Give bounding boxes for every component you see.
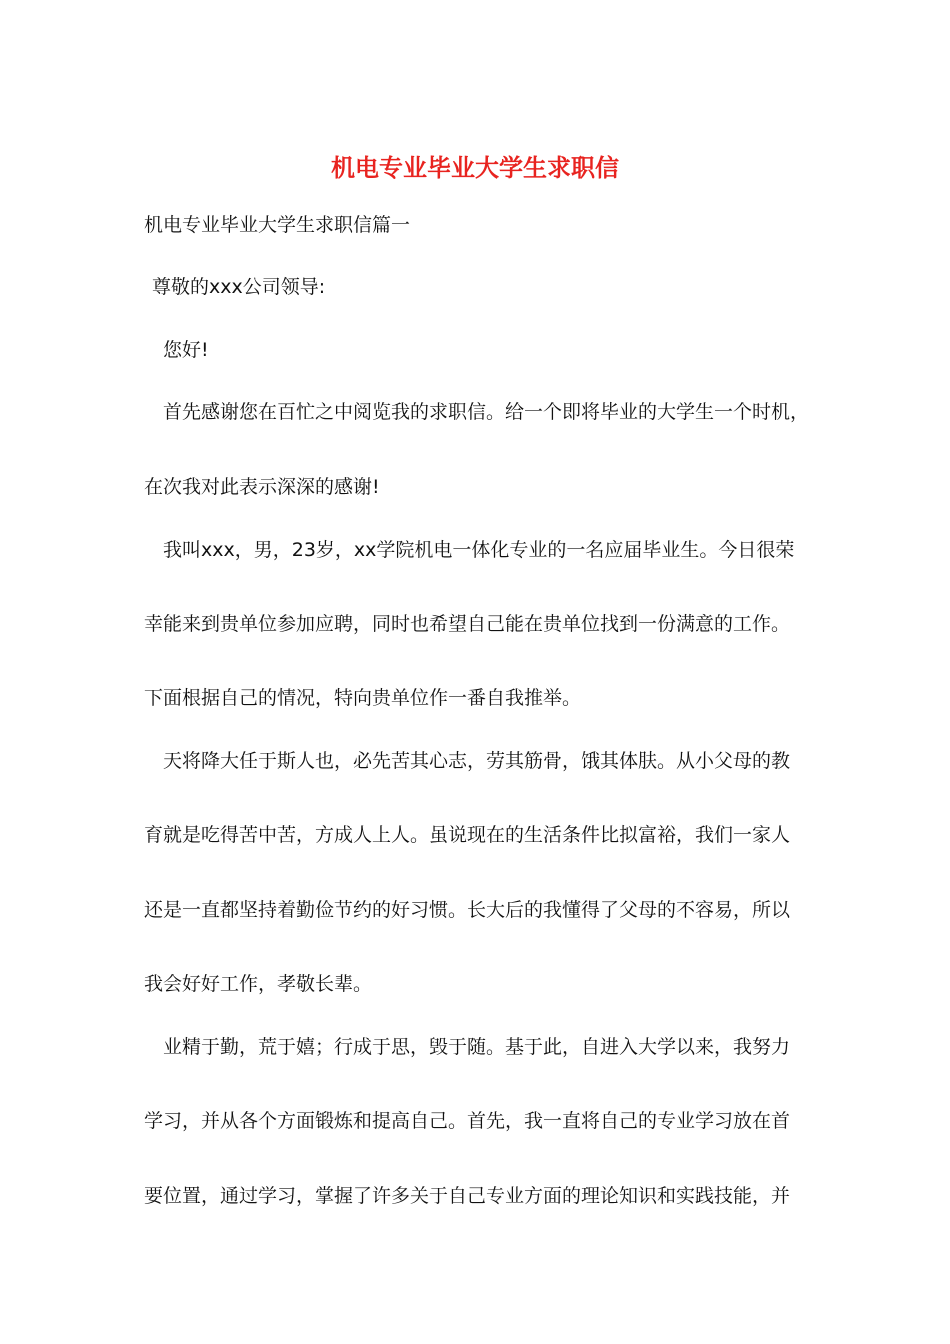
paragraph-line: 育就是吃得苦中苦，方成人上人。虽说现在的生活条件比拟富裕，我们一家人 bbox=[144, 824, 791, 846]
paragraph-line: 学习，并从各个方面锻炼和提高自己。首先，我一直将自己的专业学习放在首 bbox=[144, 1110, 791, 1132]
salutation: 尊敬的xxx公司领导: bbox=[152, 276, 326, 298]
paragraph-line: 下面根据自己的情况，特向贵单位作一番自我推举。 bbox=[144, 687, 582, 709]
paragraph-line: 我会好好工作，孝敬长辈。 bbox=[144, 973, 373, 995]
paragraph-line: 还是一直都坚持着勤俭节约的好习惯。长大后的我懂得了父母的不容易，所以 bbox=[144, 899, 791, 921]
paragraph-line: 首先感谢您在百忙之中阅览我的求职信。给一个即将毕业的大学生一个时机， bbox=[163, 401, 810, 423]
paragraph-line: 业精于勤，荒于嬉；行成于思，毁于随。基于此，自进入大学以来，我努力 bbox=[163, 1036, 791, 1058]
paragraph-line: 天将降大任于斯人也，必先苦其心志，劳其筋骨，饿其体肤。从小父母的教 bbox=[163, 750, 791, 772]
paragraph-line: 我叫xxx，男，23岁，xx学院机电一体化专业的一名应届毕业生。今日很荣 bbox=[163, 539, 795, 561]
paragraph-line: 要位置，通过学习，掌握了许多关于自己专业方面的理论知识和实践技能，并 bbox=[144, 1185, 791, 1207]
section-heading: 机电专业毕业大学生求职信篇一 bbox=[144, 214, 411, 236]
greeting: 您好! bbox=[163, 339, 209, 361]
document-title: 机电专业毕业大学生求职信 bbox=[331, 153, 619, 182]
paragraph-line: 在次我对此表示深深的感谢! bbox=[144, 476, 380, 498]
paragraph-line: 幸能来到贵单位参加应聘，同时也希望自己能在贵单位找到一份满意的工作。 bbox=[144, 613, 791, 635]
